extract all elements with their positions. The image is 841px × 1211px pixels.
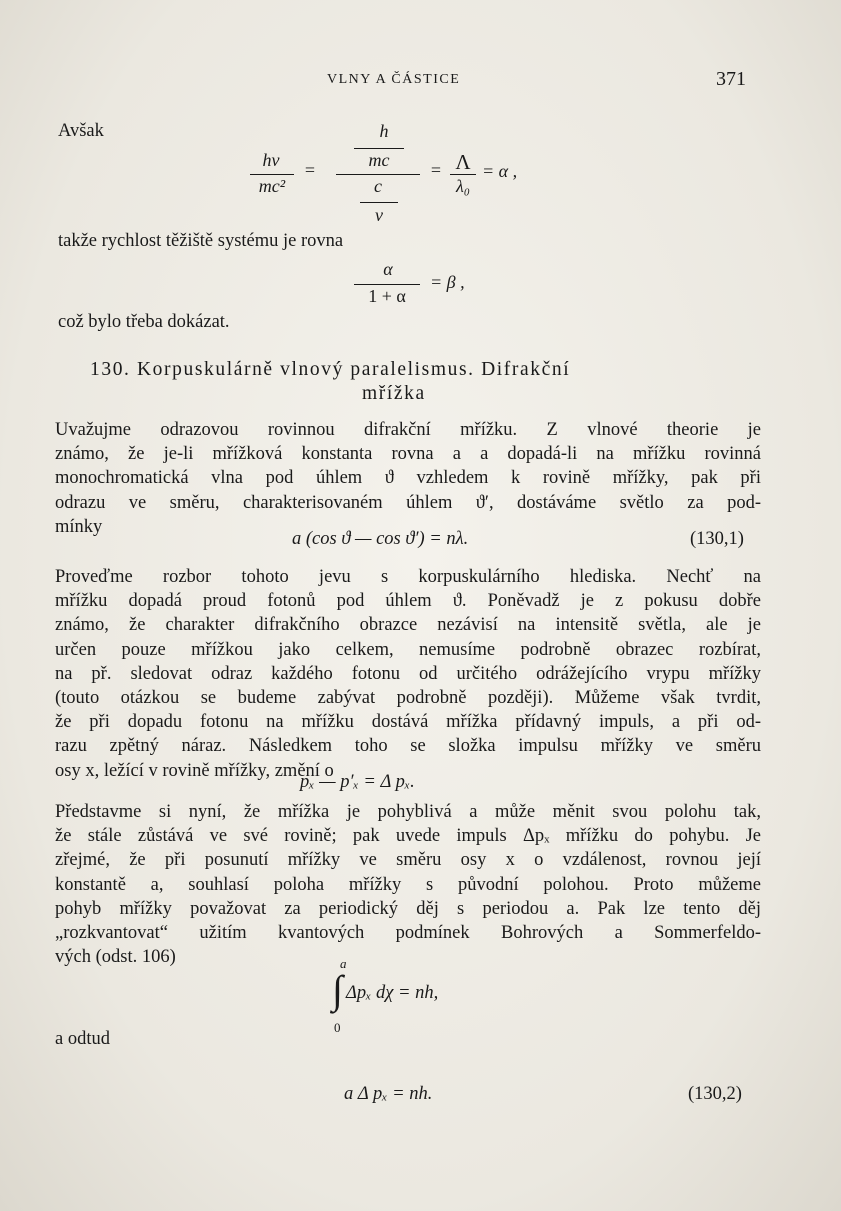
- eq1-lambda0: λ₀: [455, 176, 471, 196]
- eq1-eq-a: =: [304, 160, 316, 180]
- eq1-bar-top: [354, 148, 404, 149]
- eq2-bar: [354, 284, 420, 285]
- text-line: odrazu ve směru, charakterisovaném úhlem ϑ′, dostáváme světlo za pod-: [55, 492, 761, 513]
- coz-line: což bylo třeba dokázat.: [58, 312, 230, 332]
- text-line: zřejmé, že při posunutí mřížky ve směru osy x o vzdálenost, rovnou její: [55, 850, 761, 871]
- text-line: vých (odst. 106): [55, 947, 176, 968]
- eq1-nu: ν: [375, 205, 383, 225]
- text-line: monochromatická vlna pod úhlem ϑ vzhledem k rovině mřížky, pak při: [55, 468, 761, 489]
- text-line: osy x, ležící v rovině mřížky, změní o: [55, 760, 334, 781]
- eq2-den: 1 + α: [368, 286, 406, 306]
- page-number: 371: [716, 68, 746, 90]
- eq1-bar-main: [336, 174, 420, 175]
- text-line: na př. sledovat odraz každého fotonu od určitého odrážejícího vrypu mřížky: [55, 663, 761, 684]
- paragraph-3: [55, 800, 761, 969]
- equation-number-130-1: (130,1): [690, 529, 744, 549]
- integral-upper-limit: a: [340, 956, 347, 971]
- eq1-bar-lambda: [450, 174, 476, 175]
- eq1-bar-bottom: [360, 202, 398, 203]
- eq1-Lambda: Λ: [455, 150, 471, 174]
- eq1-hv: hν: [262, 150, 280, 170]
- paragraph-1: [55, 418, 761, 539]
- text-line: Uvažujme odrazovou rovinnou difrakční mřížku. Z vlnové theorie je: [55, 420, 761, 440]
- text-line: pohyb mřížky považovat za periodický děj s periodou a. Pak lze tento děj: [55, 898, 761, 919]
- text-line: určen pouze mřížkou jako celkem, nemusíme podrobně obrazec rozbírat,: [55, 639, 761, 660]
- avsak-word: Avšak: [58, 121, 104, 141]
- eq1-mc: mc: [368, 150, 390, 170]
- text-line: razu zpětný náraz. Následkem toho se složka impulsu mřížky ve směru: [55, 736, 761, 757]
- eq1-eq-b: =: [430, 160, 442, 180]
- text-line: mřížku dopadá proud fotonů pod úhlem ϑ. Poněvadž je z pokusu dobře: [55, 591, 761, 612]
- eq1-c: c: [374, 176, 382, 196]
- equation-130-2: a Δ pₓ = nh.: [344, 1084, 433, 1104]
- text-line: známo, že je-li mřížková konstanta rovna a a dopadá-li na mřížku rovinná: [55, 444, 761, 465]
- equation-px: pₓ — p′ₓ = Δ pₓ.: [300, 772, 415, 792]
- text-line: Proveďme rozbor tohoto jevu s korpuskulárního hlediska. Nechť na: [55, 567, 761, 587]
- eq2-rhs: = β ,: [430, 272, 465, 292]
- running-header: VLNY A ČÁSTICE: [327, 72, 461, 87]
- text-line: že stále zůstává ve své rovině; pak uvede impuls Δpₓ mřížku do pohybu. Je: [55, 826, 761, 847]
- eq2-num: α: [383, 259, 393, 279]
- text-line: konstantě a, souhlasí poloha mřížky s původní polohou. Proto můžeme: [55, 874, 761, 895]
- text-line: (touto otázkou se budeme zabývat podrobně později). Můžeme však tvrdit,: [55, 687, 761, 708]
- text-line: známo, že charakter difrakčního obrazce nezávisí na intensitě světla, ale je: [55, 615, 761, 636]
- section-title-line2: mřížka: [362, 383, 426, 404]
- eq1-top-h: h: [379, 121, 389, 141]
- eq1-alpha-end: = α ,: [482, 161, 518, 181]
- integral-lower-limit: 0: [334, 1020, 341, 1035]
- section-title-line1: 130. Korpuskulárně vlnový paralelismus. Difrakční: [90, 359, 571, 380]
- equation-number-130-2: (130,2): [688, 1084, 742, 1104]
- odtud-line: a odtud: [55, 1029, 110, 1049]
- paragraph-2: [55, 565, 761, 783]
- text-line: že při dopadu fotonu na mřížku dostává mřížka přídavný impuls, a při od-: [55, 712, 761, 733]
- eq1-bar-left: [250, 174, 294, 175]
- text-line: mínky: [55, 516, 103, 537]
- eq1-mc2: mc²: [258, 176, 286, 196]
- text-line: Představme si nyní, že mřížka je pohyblivá a může měnit svou polohu tak,: [55, 802, 761, 822]
- integral-sign: ∫: [332, 967, 343, 1012]
- text-line: „rozkvantovat“ užitím kvantových podmínek Bohrových a Sommerfeldo-: [55, 922, 761, 943]
- integral-body: Δpₓ dχ = nh,: [346, 983, 439, 1003]
- takze-line: takže rychlost těžiště systému je rovna: [58, 231, 344, 251]
- equation-130-1: a (cos ϑ — cos ϑ′) = nλ.: [292, 529, 469, 549]
